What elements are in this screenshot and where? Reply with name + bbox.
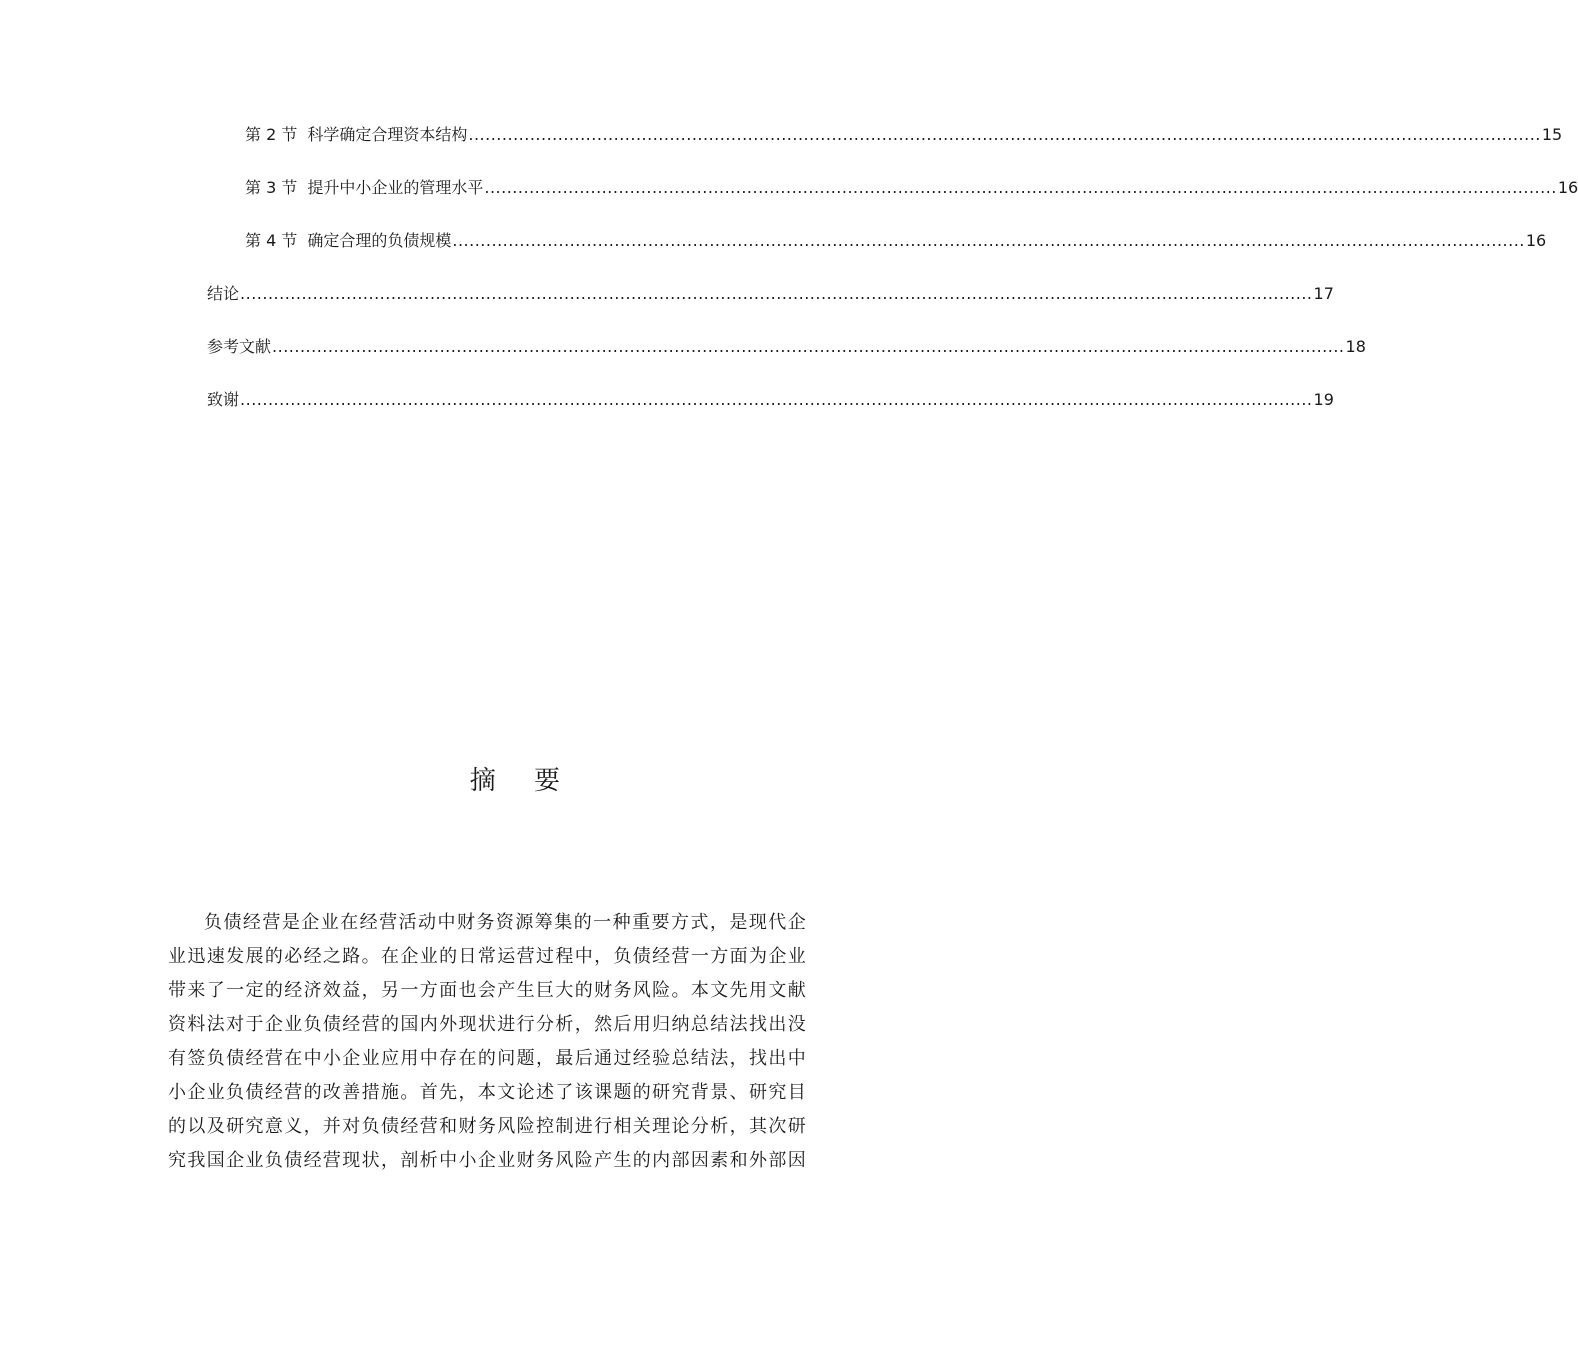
toc-page-number: 15 bbox=[1541, 125, 1563, 144]
abstract-line: 业迅速发展的必经之路。在企业的日常运营过程中，负债经营一方面为企业 bbox=[168, 946, 806, 967]
toc-page-number: 18 bbox=[1345, 337, 1366, 356]
abstract-heading-char: 要 bbox=[534, 766, 561, 796]
toc-section-number: 第 2 节 bbox=[245, 125, 298, 144]
toc-section-title: 提升中小企业的管理水平 bbox=[307, 178, 484, 197]
abstract-line: 小企业负债经营的改善措施。首先，本文论述了该课题的研究背景、研究目 bbox=[168, 1082, 806, 1103]
toc-dot-leader: ................................................................................................................................................................................................ bbox=[484, 178, 1557, 197]
toc-entry[interactable] bbox=[245, 177, 1578, 199]
toc-entry-label bbox=[245, 230, 451, 252]
toc-page-number: 16 bbox=[1525, 231, 1547, 250]
abstract-line: 资料法对于企业负债经营的国内外现状进行分析，然后用归纳总结法找出没 bbox=[168, 1014, 806, 1035]
toc-entry[interactable] bbox=[207, 283, 1334, 305]
toc-section-number: 第 4 节 bbox=[245, 231, 298, 250]
toc-section-title: 确定合理的负债规模 bbox=[307, 231, 452, 250]
toc-dot-leader: ................................................................................................................................................................................................ bbox=[240, 284, 1313, 303]
toc-dot-leader: ................................................................................................................................................................................................ bbox=[468, 125, 1541, 144]
toc-dot-leader: ................................................................................................................................................................................................ bbox=[452, 231, 1525, 250]
toc-entry[interactable] bbox=[245, 230, 1547, 252]
toc-section-number: 第 3 节 bbox=[245, 178, 298, 197]
abstract-line: 有签负债经营在中小企业应用中存在的问题，最后通过经验总结法，找出中 bbox=[168, 1048, 806, 1069]
toc-entry[interactable] bbox=[245, 124, 1563, 146]
toc-entry[interactable] bbox=[207, 389, 1334, 411]
abstract-line: 负债经营是企业在经营活动中财务资源筹集的一种重要方式，是现代企 bbox=[204, 912, 806, 933]
toc-dot-leader: ................................................................................................................................................................................................ bbox=[272, 337, 1345, 356]
abstract-heading bbox=[0, 762, 1030, 800]
abstract-line: 带来了一定的经济效益，另一方面也会产生巨大的财务风险。本文先用文献 bbox=[168, 980, 806, 1001]
toc-page-number: 17 bbox=[1313, 284, 1334, 303]
toc-entry-label bbox=[245, 124, 467, 146]
toc-section-title: 科学确定合理资本结构 bbox=[307, 125, 468, 144]
abstract-heading-char: 摘 bbox=[469, 766, 496, 796]
toc-section-title: 致谢 bbox=[207, 390, 240, 409]
abstract-line: 的以及研究意义，并对负债经营和财务风险控制进行相关理论分析，其次研 bbox=[168, 1116, 806, 1137]
toc-entry-label bbox=[245, 177, 483, 199]
toc-entry[interactable] bbox=[207, 336, 1366, 358]
toc-page-number: 19 bbox=[1313, 390, 1334, 409]
toc-page-number: 16 bbox=[1557, 178, 1578, 197]
abstract-line: 究我国企业负债经营现状，剖析中小企业财务风险产生的内部因素和外部因 bbox=[168, 1150, 806, 1171]
toc-section-title: 结论 bbox=[207, 284, 240, 303]
toc-section-title: 参考文献 bbox=[207, 337, 272, 356]
toc-dot-leader: ................................................................................................................................................................................................ bbox=[240, 390, 1313, 409]
abstract-paragraph bbox=[168, 906, 806, 1178]
